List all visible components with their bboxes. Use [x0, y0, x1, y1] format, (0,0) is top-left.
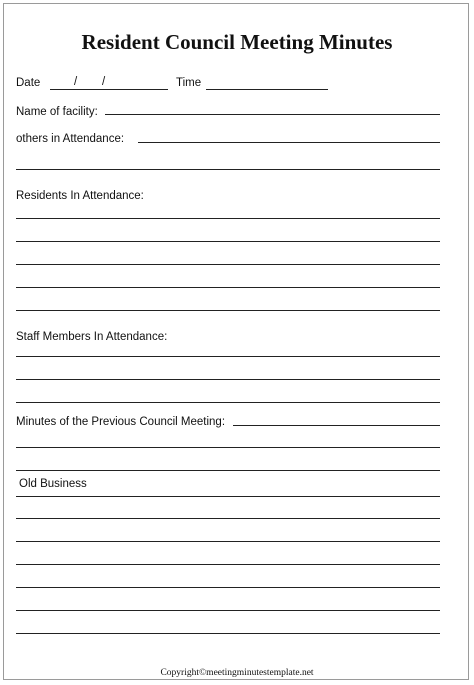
residents-line[interactable] — [16, 287, 440, 288]
previous-minutes-field[interactable] — [233, 425, 440, 426]
old-business-line[interactable] — [16, 541, 440, 542]
old-business-line[interactable] — [16, 496, 440, 497]
old-business-line[interactable] — [16, 564, 440, 565]
old-business-line[interactable] — [16, 633, 440, 634]
date-separator-1: / — [74, 76, 78, 88]
staff-line[interactable] — [16, 402, 440, 403]
staff-attendance-label: Staff Members In Attendance: — [16, 331, 168, 343]
residents-line[interactable] — [16, 241, 440, 242]
others-attendance-label: others in Attendance: — [16, 133, 125, 145]
old-business-line[interactable] — [16, 518, 440, 519]
staff-line[interactable] — [16, 356, 440, 357]
residents-attendance-label: Residents In Attendance: — [16, 190, 144, 202]
date-label: Date — [16, 77, 41, 89]
form-title: Resident Council Meeting Minutes — [81, 30, 393, 54]
previous-minutes-label: Minutes of the Previous Council Meeting: — [16, 416, 226, 428]
old-business-line[interactable] — [16, 610, 440, 611]
others-attendance-field[interactable] — [138, 142, 440, 143]
date-field[interactable] — [50, 89, 168, 90]
residents-line[interactable] — [16, 310, 440, 311]
old-business-line[interactable] — [16, 587, 440, 588]
others-attendance-line[interactable] — [16, 169, 440, 170]
previous-minutes-line[interactable] — [16, 470, 440, 471]
date-separator-2: / — [102, 76, 106, 88]
staff-line[interactable] — [16, 379, 440, 380]
time-field[interactable] — [206, 89, 328, 90]
previous-minutes-line[interactable] — [16, 447, 440, 448]
footer-copyright: Copyright©meetingminutestemplate.net — [160, 668, 314, 678]
facility-label: Name of facility: — [16, 106, 98, 118]
time-label: Time — [176, 77, 202, 89]
old-business-label: Old Business — [19, 478, 87, 490]
residents-line[interactable] — [16, 264, 440, 265]
residents-line[interactable] — [16, 218, 440, 219]
facility-field[interactable] — [105, 114, 440, 115]
